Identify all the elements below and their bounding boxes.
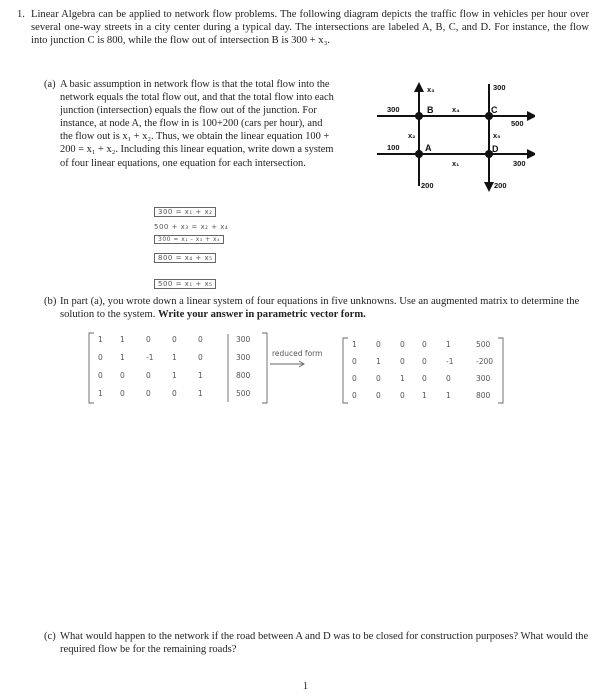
flow-label-d-right: 300 bbox=[513, 159, 526, 168]
var-label-x3: x₃ bbox=[427, 85, 435, 94]
problem-number: 1. bbox=[17, 9, 25, 20]
right-matrix-cell-r4-c1: 0 bbox=[352, 391, 357, 400]
handwritten-equation-4: 800 = x₄ + x₅ bbox=[154, 253, 216, 263]
handwritten-equation-2: 500 + x₃ = x₂ + x₄ bbox=[154, 223, 229, 231]
node-b-label: B bbox=[427, 105, 434, 115]
handwritten-equation-1: 300 = x₁ + x₂ bbox=[154, 207, 216, 217]
right-matrix-cells bbox=[352, 340, 493, 400]
right-matrix-cell-r1-c6: 500 bbox=[476, 340, 491, 349]
right-matrix-cell-r4-c4: 1 bbox=[422, 391, 427, 400]
left-matrix-cell-r3-c3: 0 bbox=[146, 371, 151, 380]
left-matrix-cell-r1-c6: 300 bbox=[236, 335, 251, 344]
part-a-label: (a) bbox=[44, 79, 56, 90]
flow-label-c-top: 300 bbox=[493, 83, 506, 92]
left-matrix-cell-r1-c1: 1 bbox=[98, 335, 103, 344]
flow-label-a-left: 100 bbox=[387, 143, 400, 152]
part-b-text: In part (a), you wrote down a linear system of four equations in five unknowns. Use an augmented matrix to determine the solution to the system. bbox=[60, 296, 580, 321]
handwritten-equation-5: 500 = x₁ + x₅ bbox=[154, 279, 216, 289]
left-matrix-cell-r1-c3: 0 bbox=[146, 335, 151, 344]
part-c bbox=[44, 630, 590, 656]
right-matrix-cell-r2-c1: 0 bbox=[352, 357, 357, 366]
part-b bbox=[44, 295, 590, 321]
network-flow-diagram bbox=[375, 78, 535, 198]
left-matrix-cell-r4-c2: 0 bbox=[120, 389, 125, 398]
left-matrix-cell-r4-c6: 500 bbox=[236, 389, 251, 398]
right-matrix-cell-r1-c5: 1 bbox=[446, 340, 451, 349]
var-label-x4: x₄ bbox=[452, 105, 460, 114]
right-matrix-cell-r2-c6: -200 bbox=[476, 357, 494, 366]
var-label-x1: x₁ bbox=[452, 159, 460, 168]
page-number: 1 bbox=[302, 681, 309, 692]
right-matrix-cell-r3-c2: 0 bbox=[376, 374, 381, 383]
left-matrix-cell-r3-c6: 800 bbox=[236, 371, 251, 380]
left-matrix-cell-r3-c4: 1 bbox=[172, 371, 177, 380]
right-matrix-cell-r1-c1: 1 bbox=[352, 340, 357, 349]
part-b-bold-instruction: Write your answer in parametric vector form. bbox=[158, 309, 366, 321]
left-matrix-open-bracket bbox=[89, 333, 94, 403]
right-matrix-cell-r1-c3: 0 bbox=[400, 340, 405, 349]
right-matrix-cell-r3-c4: 0 bbox=[422, 374, 427, 383]
right-matrix-cell-r3-c1: 0 bbox=[352, 374, 357, 383]
right-matrix-cell-r4-c2: 0 bbox=[376, 391, 381, 400]
right-matrix-cell-r2-c2: 1 bbox=[376, 357, 381, 366]
right-matrix-cell-r3-c3: 1 bbox=[400, 374, 405, 383]
right-matrix-cell-r4-c3: 0 bbox=[400, 391, 405, 400]
left-matrix-cell-r2-c3: -1 bbox=[146, 353, 154, 362]
part-b-label: (b) bbox=[44, 296, 57, 307]
left-matrix-cell-r2-c1: 0 bbox=[98, 353, 103, 362]
right-matrix-cell-r1-c4: 0 bbox=[422, 340, 427, 349]
right-matrix-open-bracket bbox=[343, 338, 348, 403]
part-a-text: A basic assumption in network flow is that the total flow into the network equals the total flow out, and that the total flow into each junction (intersection) equals the flow out of the junction. For instance, at node A, the flow in is 100+200 (cars per hour), and the flow out is x₁ + x₂. Thus, we obtain the linear equation 100 + 200 = x₁ + x₂. Including this linear equation, write down a system of four linear equations, one equation for each intersection. bbox=[60, 79, 334, 169]
left-matrix-cell-r3-c1: 0 bbox=[98, 371, 103, 380]
flow-label-c-right: 500 bbox=[511, 119, 524, 128]
matrix-work bbox=[86, 330, 516, 410]
part-c-text: What would happen to the network if the road between A and D was to be closed for construction purposes? What would the required flow be for the remaining roads? bbox=[60, 631, 589, 656]
left-matrix-cell-r2-c6: 300 bbox=[236, 353, 251, 362]
handwritten-equation-3: 300 = x₁ - x₃ + x₄ bbox=[154, 235, 224, 244]
left-matrix-cell-r4-c5: 1 bbox=[198, 389, 203, 398]
right-matrix-cell-r2-c5: -1 bbox=[446, 357, 454, 366]
left-matrix-cell-r2-c5: 0 bbox=[198, 353, 203, 362]
flow-label-a-bottom: 200 bbox=[421, 181, 434, 190]
left-matrix-cell-r2-c2: 1 bbox=[120, 353, 125, 362]
left-matrix-cell-r4-c3: 0 bbox=[146, 389, 151, 398]
left-matrix-cell-r3-c5: 1 bbox=[198, 371, 203, 380]
flow-label-b-left: 300 bbox=[387, 105, 400, 114]
right-matrix-cell-r4-c6: 800 bbox=[476, 391, 491, 400]
right-matrix-close-bracket bbox=[498, 338, 503, 403]
left-matrix-cell-r1-c5: 0 bbox=[198, 335, 203, 344]
left-matrix-cell-r1-c2: 1 bbox=[120, 335, 125, 344]
part-c-label: (c) bbox=[44, 631, 56, 642]
node-c-label: C bbox=[491, 105, 498, 115]
reduced-form-note: reduced form bbox=[272, 349, 323, 358]
left-matrix-cell-r3-c2: 0 bbox=[120, 371, 125, 380]
right-matrix-cell-r1-c2: 0 bbox=[376, 340, 381, 349]
right-matrix-cell-r2-c3: 0 bbox=[400, 357, 405, 366]
right-matrix-cell-r3-c5: 0 bbox=[446, 374, 451, 383]
left-matrix-cell-r1-c4: 0 bbox=[172, 335, 177, 344]
left-matrix-cell-r4-c1: 1 bbox=[98, 389, 103, 398]
left-matrix-cell-r4-c4: 0 bbox=[172, 389, 177, 398]
flow-label-d-bottom: 200 bbox=[494, 181, 507, 190]
problem-statement bbox=[17, 8, 589, 48]
var-label-x2: x₂ bbox=[408, 131, 416, 140]
right-matrix-cell-r2-c4: 0 bbox=[422, 357, 427, 366]
node-a-label: A bbox=[425, 143, 432, 153]
part-a bbox=[44, 78, 334, 170]
left-matrix-cell-r2-c4: 1 bbox=[172, 353, 177, 362]
node-b-marker bbox=[415, 112, 423, 120]
right-matrix-cell-r4-c5: 1 bbox=[446, 391, 451, 400]
node-a-marker bbox=[415, 150, 423, 158]
left-matrix-close-bracket bbox=[262, 333, 267, 403]
right-matrix-cell-r3-c6: 300 bbox=[476, 374, 491, 383]
node-d-label: D bbox=[492, 144, 499, 154]
var-label-x5: x₅ bbox=[493, 131, 501, 140]
problem-intro: Linear Algebra can be applied to network flow problems. The following diagram depicts the traffic flow in vehicles per hour over several one-way streets in a city center during a typical day. The intersections are labeled A, B, C, and D. For instance, the flow into junction C is 800, while the flow out of intersection B is 300 + x₃. bbox=[31, 9, 589, 47]
